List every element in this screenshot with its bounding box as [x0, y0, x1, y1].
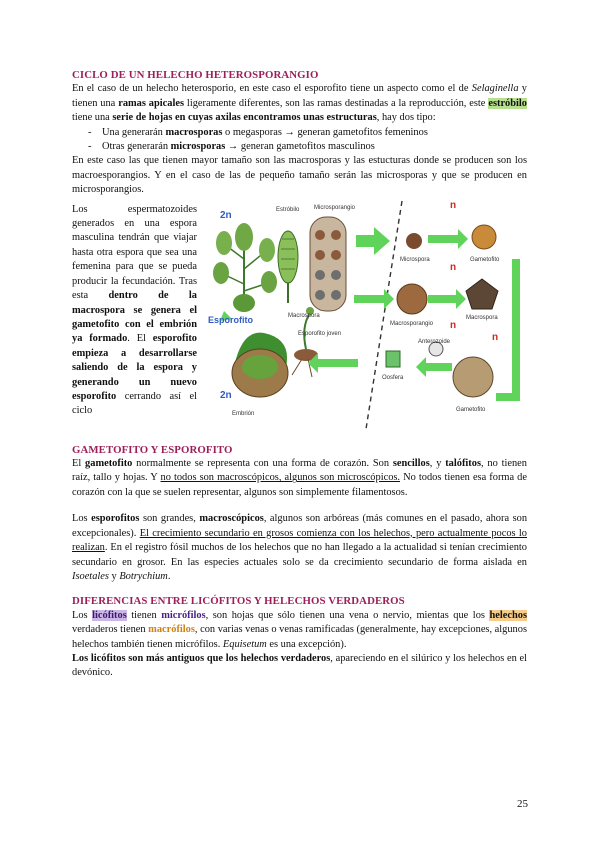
cycle-block [72, 199, 527, 431]
embryo-icon [232, 332, 288, 396]
paragraph-esporofitos: Los esporofitos son grandes, macroscópicos, algunos son arbóreas (más comunes en el pasado, ahora son excepcionales). El crecimiento secundario en grosos comienza con los helechos, pero actualmente pocos lo realizan. En el registro fósil muchos de los helechos que no han llegado a la actualidad si tenían crecimiento secundario en grosor. En las especies actuales solo se da crecimiento secundario de forma aislada en Isoetales y Botrychium. [72, 513, 528, 582]
section-title-ciclo: CICLO DE UN HELECHO HETEROSPORANGIO [72, 69, 319, 81]
spore-types-list [72, 126, 527, 155]
page-number: 25 [517, 798, 528, 810]
macrospore-icon [466, 279, 498, 309]
label-macrosporangio: Macrosporangio [390, 320, 434, 327]
spacer [72, 431, 527, 443]
haploid-label: n [492, 331, 499, 343]
label-macrospora-small: Macrospora [288, 312, 320, 319]
label-gametofito-bottom: Gametofito [456, 406, 486, 413]
label-esporofito-joven: Esporofito joven [298, 330, 342, 337]
label-anterozoide: Anterozoide [418, 338, 451, 345]
paragraph-antiguedad: Los licófitos son más antiguos que los helechos verdaderos, apareciendo en el silúrico y los helechos en el devónico. [72, 652, 527, 679]
list-item: - Una generarán macrosporas o megasporas → generan gametofitos femeninos [72, 126, 527, 140]
section-title-diferencias: DIFERENCIAS ENTRE LICÓFITOS Y HELECHOS VERDADEROS [72, 595, 405, 608]
label-microspora: Microspora [400, 256, 430, 263]
label-embrion: Embrión [232, 410, 255, 417]
document-page [72, 68, 527, 681]
label-macrospora: Macrospora [466, 314, 498, 321]
strobilus-icon [278, 231, 298, 303]
paragraph-fecundacion: Los espermatozoides generados en una espora masculina tendrán que viajar hasta otra espora que sea una femenina para que se pueda producir la fecundación. Tras esta dentro de la macrospora se genera el gametofito con el embrión ya formado. El esporofito empieza a desarrollarse saliendo de la espora y generando un nuevo esporofito cerrando así el ciclo [72, 203, 197, 417]
highlight-estrobilo: estróbilo [488, 97, 527, 109]
sporophyte-plant-icon [213, 223, 277, 312]
label-microsporangio: Microsporangio [314, 204, 356, 211]
macrosporangium-icon [397, 284, 427, 314]
male-gametophyte-icon [472, 225, 496, 249]
label-estrobilo: Estróbilo [276, 206, 300, 213]
spacer [72, 500, 527, 512]
female-gametophyte-icon [453, 357, 493, 397]
paragraph-sizes: En este caso las que tienen mayor tamaño son las macrosporas y las estucturas donde se producen son los macroesporangios. Y en el caso de las de pequeño tamaño serán las microsporas y que se producen en microsporangios. [72, 155, 527, 196]
highlight-licofitos: licófitos [92, 609, 127, 621]
microspore-icon [406, 233, 422, 249]
list-item: - Otras generarán microsporas → generan gametofitos masculinos [72, 140, 527, 154]
spacer [72, 584, 527, 594]
paragraph-licofitos: Los licófitos tienen micrófilos, son hojas que sólo tienen una vena o nervio, mientas que los helechos verdaderos tienen macrófilos, con varias venas o venas ramificadas (generalmente, hay excepciones, algunos helechos también tienen micrófilos. Equisetum es una excepción). [72, 609, 527, 650]
highlight-helechos: helechos [489, 609, 527, 621]
life-cycle-figure [206, 199, 527, 431]
oosphere-icon [386, 351, 400, 367]
diploid-label-top: 2n [220, 209, 232, 221]
haploid-label: n [450, 261, 457, 273]
label-oosfera: Oosfera [382, 374, 404, 381]
haploid-label: n [450, 199, 457, 211]
paragraph-gametofito: El gametofito normalmente se representa con una forma de corazón. Son sencillos, y talófitos, no tienen raíz, tallo y hojas. Y no todos son macroscópicos, algunos son microscópicos. No todos tienen esa forma de corazón con la que se suelen representar, algunos son simplemente filamentosos. [72, 458, 527, 498]
label-gametofito-top: Gametofito [470, 256, 500, 263]
section-title-gametofito: GAMETOFITO Y ESPOROFITO [72, 443, 233, 456]
haploid-label: n [450, 319, 457, 331]
sporangia-section-icon [310, 217, 346, 311]
paragraph-heterosporio: En el caso de un helecho heterosporio, en este caso el esporofito tiene un aspecto como el de Selaginella y tienen una ramas apicales ligeramente diferentes, son las ramas destinadas a la reproducción, este estróbilo tiene una serie de hojas en cuyas axilas encontramos unas estructuras, hay dos tipo: [72, 83, 527, 124]
diploid-label-bottom: 2n [220, 389, 232, 401]
label-esporofito: Esporofito [208, 314, 253, 325]
